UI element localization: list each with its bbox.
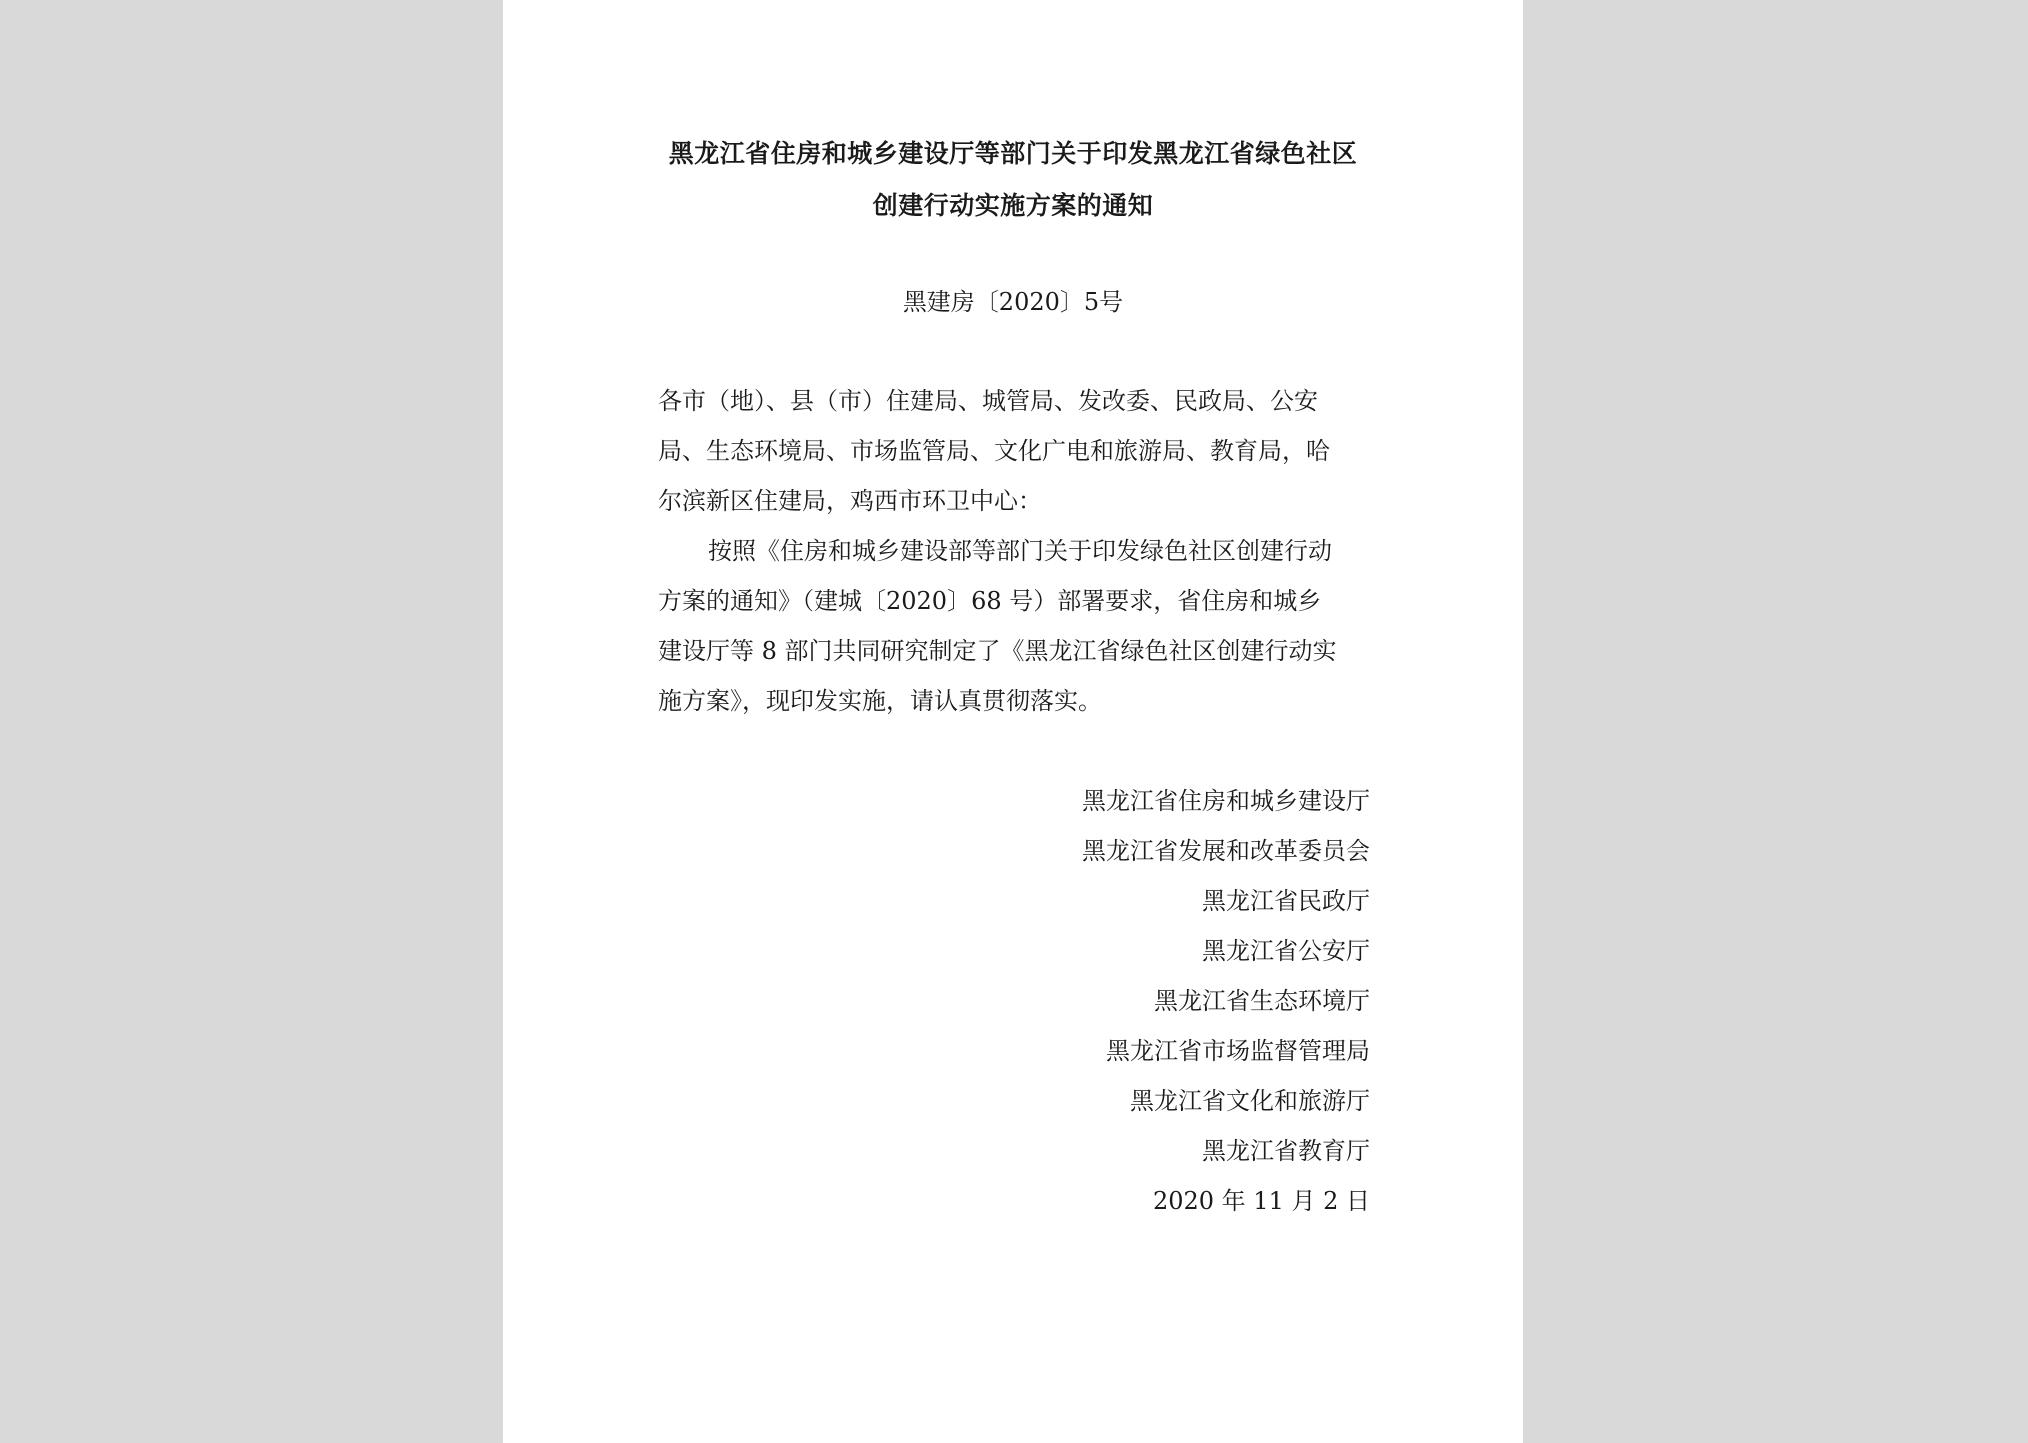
signatory: 黑龙江省发展和改革委员会 bbox=[1082, 837, 1370, 865]
document-page bbox=[503, 0, 1523, 1443]
body-line: 方案的通知》（建城〔2020〕68 号）部署要求，省住房和城乡 bbox=[658, 587, 1322, 615]
issue-date: 2020 年 11 月 2 日 bbox=[1152, 1187, 1370, 1215]
signatory: 黑龙江省住房和城乡建设厅 bbox=[1082, 787, 1370, 815]
signatory: 黑龙江省教育厅 bbox=[1202, 1137, 1370, 1165]
signatory: 黑龙江省文化和旅游厅 bbox=[1130, 1087, 1370, 1115]
signatory: 黑龙江省市场监督管理局 bbox=[1106, 1037, 1370, 1065]
addressee-line: 尔滨新区住建局，鸡西市环卫中心： bbox=[658, 487, 1042, 515]
signatory: 黑龙江省公安厅 bbox=[1202, 937, 1370, 965]
signature-block bbox=[658, 776, 1370, 1226]
document-title-line-1: 黑龙江省住房和城乡建设厅等部门关于印发黑龙江省绿色社区 bbox=[668, 139, 1358, 168]
body-paragraph bbox=[658, 526, 1378, 726]
document-number: 黑建房〔2020〕5号 bbox=[902, 288, 1124, 316]
addressee-line: 局、生态环境局、市场监管局、文化广电和旅游局、教育局，哈 bbox=[658, 437, 1330, 465]
body-line: 建设厅等 8 部门共同研究制定了《黑龙江省绿色社区创建行动实 bbox=[658, 637, 1337, 665]
body-line: 施方案》，现印发实施，请认真贯彻落实。 bbox=[658, 687, 1102, 715]
addressee-block bbox=[658, 376, 1378, 526]
body-line: 按照《住房和城乡建设部等部门关于印发绿色社区创建行动 bbox=[708, 537, 1332, 565]
signatory: 黑龙江省生态环境厅 bbox=[1154, 987, 1370, 1015]
addressee-line: 各市（地）、县（市）住建局、城管局、发改委、民政局、公安 bbox=[658, 387, 1318, 415]
signatory: 黑龙江省民政厅 bbox=[1202, 887, 1370, 915]
document-title-line-2: 创建行动实施方案的通知 bbox=[872, 191, 1154, 220]
